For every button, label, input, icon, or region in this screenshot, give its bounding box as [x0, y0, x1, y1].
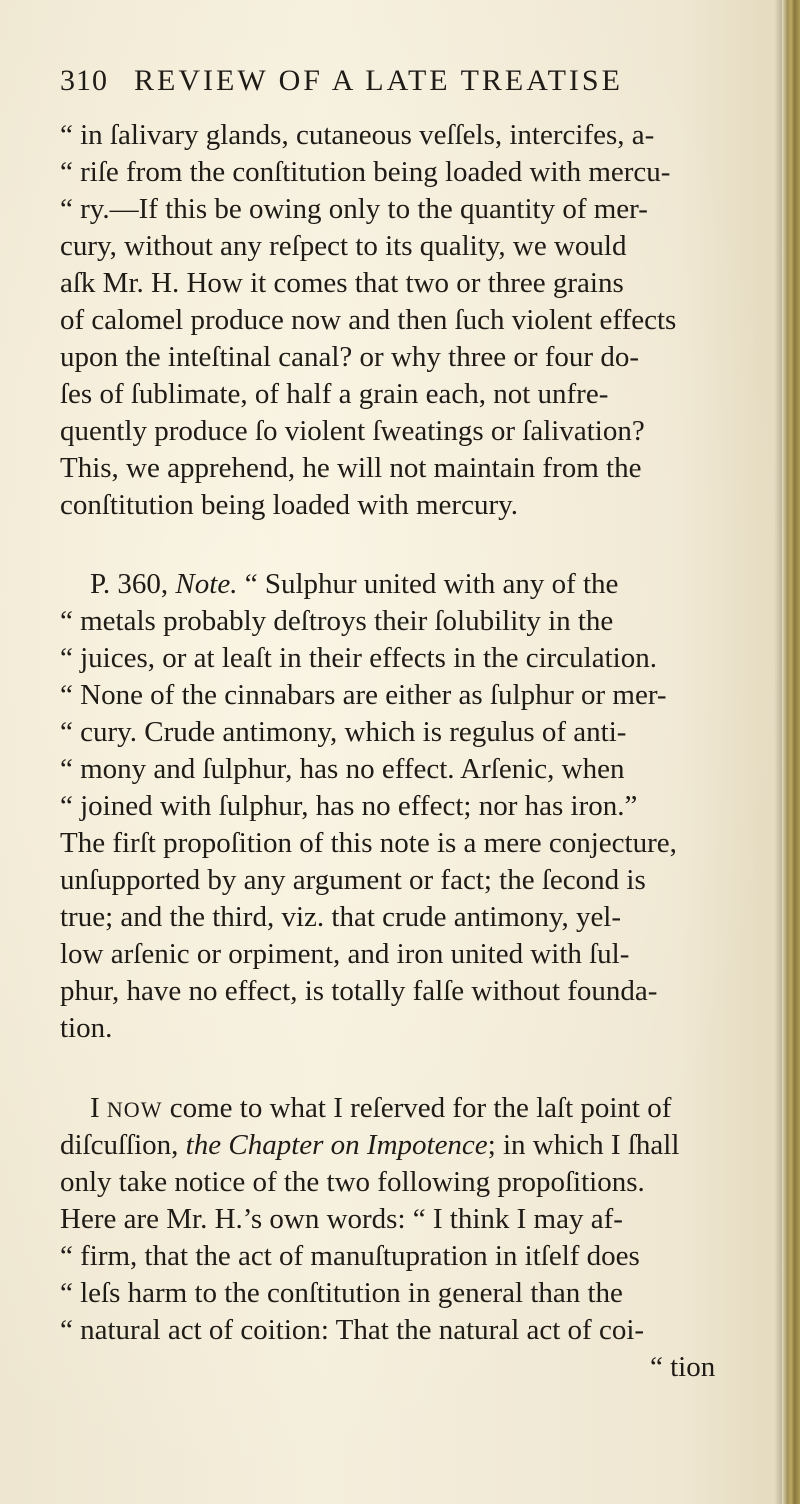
- text-line: of calomel produce now and then ſuch violent effects: [60, 304, 677, 336]
- catchword: “ tion: [650, 1351, 716, 1383]
- text-line: “ None of the cinnabars are either as ſulphur or mer-: [60, 679, 667, 711]
- text-line: “ natural act of coition: That the natural act of coi-: [60, 1314, 645, 1346]
- text-line: unſupported by any argument or fact; the ſecond is: [60, 864, 646, 896]
- quote-start: “ Sulphur united with any of the: [244, 568, 619, 600]
- text-line: “ mony and ſulphur, has no effect. Arſenic, when: [60, 753, 625, 785]
- page-number: 310: [60, 64, 108, 97]
- text-line: “ ry.—If this be owing only to the quantity of mer-: [60, 193, 648, 225]
- page-edge: [782, 0, 800, 1504]
- text-line: phur, have no effect, is totally falſe without founda-: [60, 975, 658, 1007]
- text-line: Here are Mr. H.’s own words: “ I think I may af-: [60, 1203, 623, 1235]
- text-line: “ leſs harm to the conſtitution in general than the: [60, 1277, 623, 1309]
- text-line: cury, without any reſpect to its quality, we would: [60, 230, 627, 262]
- text-line: The firſt propoſition of this note is a mere conjecture,: [60, 827, 677, 859]
- text-line: “ cury. Crude antimony, which is regulus of anti-: [60, 716, 627, 748]
- text-line-chapter-ref: [60, 1127, 679, 1164]
- text-line-note-start: [90, 566, 618, 603]
- section-text: ; in which I ſhall: [487, 1129, 680, 1161]
- text-line: ſes of ſublimate, of half a grain each, not unfre-: [60, 378, 609, 410]
- text-line: conſtitution being loaded with mercury.: [60, 489, 518, 521]
- text-line: upon the inteſtinal canal? or why three or four do-: [60, 341, 639, 373]
- text-line: only take notice of the two following propoſitions.: [60, 1166, 645, 1198]
- text-line: This, we apprehend, he will not maintain from the: [60, 452, 642, 484]
- text-line: aſk Mr. H. How it comes that two or three grains: [60, 267, 624, 299]
- text-line: “ riſe from the conſtitution being loaded with mercu-: [60, 156, 671, 188]
- text-line: low arſenic or orpiment, and iron united with ſul-: [60, 938, 630, 970]
- page-reference: P. 360,: [90, 568, 169, 600]
- chapter-title: the Chapter on Impotence: [185, 1129, 488, 1161]
- running-head: REVIEW OF A LATE TREATISE: [134, 64, 623, 97]
- text-line: “ metals probably deſtroys their ſolubility in the: [60, 605, 614, 637]
- text-line: “ joined with ſulphur, has no effect; nor has iron.”: [60, 790, 638, 822]
- text-line: quently produce ſo violent ſweatings or ſalivation?: [60, 415, 645, 447]
- section-text: diſcuſſion,: [60, 1129, 179, 1161]
- section-text: come to what I reſerved for the laſt point of: [169, 1092, 672, 1124]
- text-line-section-start: [90, 1090, 671, 1127]
- note-label: Note.: [175, 568, 238, 600]
- page-header: [60, 64, 623, 98]
- small-caps-word: NOW: [106, 1097, 163, 1122]
- text-line: “ juices, or at leaſt in their effects in the circulation.: [60, 642, 657, 674]
- text-line: “ in ſalivary glands, cutaneous veſſels, intercifes, a-: [60, 119, 655, 151]
- initial-letter: I: [90, 1092, 100, 1124]
- text-line: true; and the third, viz. that crude antimony, yel-: [60, 901, 622, 933]
- text-line: “ firm, that the act of manuſtupration in itſelf does: [60, 1240, 640, 1272]
- text-line: tion.: [60, 1012, 113, 1044]
